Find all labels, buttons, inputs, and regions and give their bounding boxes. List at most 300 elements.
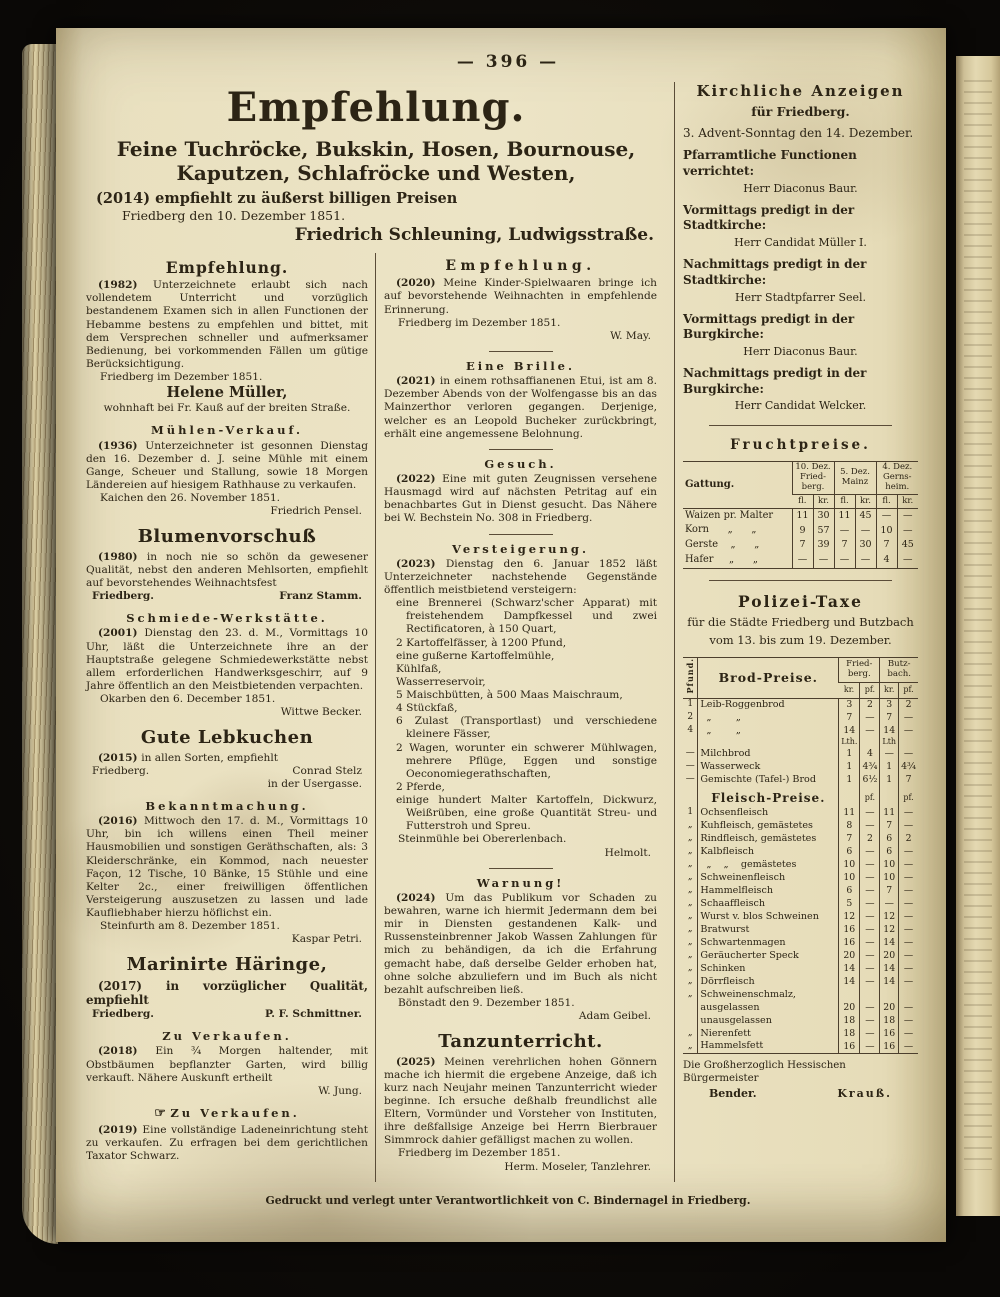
price-name: Hammelfleisch [698,884,839,897]
column-3 [674,82,918,1182]
column-2 [375,253,657,1182]
price-row [683,1014,918,1027]
ad-body: (1936) Unterzeichneter ist gesonnen Dienstag den 16. Dezember d. J. seine Mühle mit einem Gange, Scheuer und Stallung, sowie 18 Morgen Ländereien auf hiesigem Rathhause zu verkaufen. [86,439,369,491]
price-value: 18 [839,1014,860,1027]
fleisch-preise-heading-row [683,787,918,807]
ad-1982 [86,258,368,415]
price-value: 10 [880,858,899,871]
price-value: — [860,884,880,897]
ad-line: Friedberg im Dezember 1851. [398,316,561,329]
price-value: 2 [899,832,918,845]
fruit-value: 7 [876,538,897,553]
ad-2024 [384,876,657,1024]
fruit-value: — [834,523,855,538]
column-1 [86,253,368,1182]
price-name: Hammelsfett [698,1040,839,1053]
pfund-value: „ [687,1027,693,1038]
auction-item: 4 Stückfaß, [396,702,458,715]
price-value: 14 [880,975,899,988]
price-value: 11 [839,806,860,819]
fruit-value: 9 [792,523,813,538]
brod-preise-title: Brod-Preise. [698,657,839,698]
ad-line: Friedberg im Dezember 1851. [398,1147,561,1160]
price-value: 1 [839,761,860,774]
fruit-name: Hafer „ „ [685,553,758,565]
fruit-prices-title: Fruchtpreise. [730,436,871,453]
price-name: „ „ gemästetes [698,858,839,871]
price-value: 12 [880,923,899,936]
price-value: — [880,897,899,910]
price-value: 1 [839,748,860,761]
price-name: Schwartenmagen [698,936,839,949]
price-value: 7 [880,819,899,832]
price-row [683,884,918,897]
ad-line: Friedberg im Dezember 1851. [100,371,263,384]
fruit-value: 30 [855,538,876,553]
price-value: — [899,806,918,819]
price-row [683,1001,918,1014]
price-value: 6 [880,845,899,858]
price-header-row [683,657,918,682]
ad-heading: Bekanntmachung. [145,798,309,813]
fruit-name: Waizen pr. Malter [685,509,774,521]
price-value: — [899,910,918,923]
fleisch-unit: pf. [860,787,880,807]
price-name: Schweinenschmalz, [698,988,839,1001]
price-value: 6 [839,845,860,858]
price-value: 14 [880,724,899,737]
price-value: — [860,949,880,962]
price-row [683,724,918,737]
fruit-value: 10 [876,523,897,538]
price-value: 6 [839,884,860,897]
ad-line: W. May. [610,329,651,342]
price-row [683,711,918,724]
church-person: Herr Stadtpfarrer Seel. [734,290,867,304]
price-value: — [860,858,880,871]
pfund-value [683,1014,698,1027]
price-value: 8 [839,819,860,832]
ad-number: (1936) [98,439,146,452]
price-value: 20 [880,949,899,962]
price-value [860,737,880,747]
ad-heading: Eine Brille. [465,358,576,373]
fruit-value: 45 [855,508,876,523]
price-name: „ „ [698,724,839,737]
price-value: 7 [899,774,918,787]
ad-number: (2021) [396,375,440,388]
price-value: — [860,711,880,724]
price-value: 10 [839,858,860,871]
price-unit: kr. [839,682,860,698]
fruit-value: — [897,553,918,568]
price-value: — [899,871,918,884]
ad-line: Kaspar Petri. [291,933,362,946]
book-pages-edge [22,44,58,1244]
fruit-unit: kr. [897,494,918,508]
church-function: Vormittags predigt in der Burgkirche: [683,311,855,342]
fruit-name: Korn „ „ [685,524,757,536]
ad-2020 [384,258,657,343]
ad-body: (2017) in vorzüglicher Qualität, empfiehlt [86,978,368,1008]
pfund-value: — [685,774,695,785]
polizei-taxe-sub2: vom 13. bis zum 19. Dezember. [709,632,892,647]
ad-heading: Zu Verkaufen. [162,1029,292,1044]
price-row [683,1040,918,1053]
ad-number: (2015) [98,751,142,764]
fruit-unit: fl. [876,494,897,508]
auction-item: 6 Zulast (Transportlast) und verschiedene kleinere Fässer, [396,715,657,741]
church-function: Pfarramtliche Functionen verrichtet: [683,148,857,178]
price-value: — [860,806,880,819]
lead-ad-offer-line: (2014) empfiehlt zu äußerst billigen Preisen [96,190,458,207]
price-value: — [899,819,918,832]
price-value: 12 [839,910,860,923]
ad-number: (1982) [98,279,154,292]
auction-item: 2 Pferde, [396,780,445,793]
pfund-value: „ [687,975,693,986]
fruit-value: — [876,508,897,523]
price-row [683,748,918,761]
place-label: Friedberg. [92,590,154,602]
church-person: Herr Candidat Welcker. [734,399,867,413]
price-value: — [860,1001,880,1014]
price-value: — [860,819,880,832]
ad-line: Kaichen den 26. November 1851. [100,492,281,505]
fruit-header-group: 5. Dez. Mainz [834,462,876,494]
ad-signature-row [86,765,368,778]
auction-item: eine gußerne Kartoffelmühle, [396,649,555,662]
advent-sunday-line: 3. Advent-Sonntag den 14. Dezember. [683,125,914,140]
city-butzbach: Butz-bach. [880,657,918,682]
mayors-line: Die Großherzoglich Hessischen Bürgermeister [683,1059,846,1085]
ad-body: (2024) Um das Publikum vor Schaden zu bewahren, warne ich hiermit Jedermann dem bei mir in Diensten gestandenen Kalk- und Russensteinbrenner Jakob Wassen Zahlungen für mich zu behändigen, da ich die Erfahrung gemacht habe, daß derselbe Gelder erhoben hat, ohne solche abzuliefern und im Buch als nicht bezahlt aufschreiben ließ. [384,891,657,996]
price-value: 7 [839,832,860,845]
fruit-value: 7 [792,538,813,553]
pfund-value: „ [687,884,693,895]
ad-2018 [86,1029,368,1098]
price-value [899,988,918,1001]
price-value: 6½ [860,774,880,787]
ad-signature-row [86,1008,368,1021]
fruit-row [683,553,918,568]
church-person: Herr Diaconus Baur. [743,181,858,195]
price-value: — [899,936,918,949]
ad-2025 [384,1031,657,1173]
signature-name: Conrad Stelz [292,764,362,777]
ad-number: (2022) [396,473,443,486]
ad-heading: Versteigerung. [452,541,589,556]
mayors-signatures [683,1087,918,1101]
ad-heading: Blumenvorschuß [137,526,317,548]
price-value: 11 [880,806,899,819]
ad-line: in der Usergasse. [267,777,362,790]
price-value: 7 [880,711,899,724]
price-value: 16 [839,1040,860,1053]
ad-number: (2020) [396,277,444,290]
price-value: 16 [839,936,860,949]
price-name [698,737,839,747]
fruit-unit: fl. [834,494,855,508]
ad-line: Wittwe Becker. [280,706,362,719]
fruit-header-group: 4. Dez. Gerns-heim. [876,462,918,494]
price-name: Kalbfleisch [698,845,839,858]
ad-line: Friedrich Pensel. [270,505,362,518]
ad-heading: Schmiede-Werkstätte. [126,611,328,626]
pfund-value: — [685,761,695,772]
auction-item: Kühlfaß, [396,662,442,675]
price-value: 20 [839,949,860,962]
bread-meat-price-table [683,657,918,1054]
price-value: — [860,871,880,884]
place-label: Friedberg. [92,764,150,777]
price-value: — [899,1001,918,1014]
polizei-taxe-title: Polizei-Taxe [738,591,863,611]
price-row [683,832,918,845]
signature-name: Franz Stamm. [279,590,362,602]
price-value: — [899,923,918,936]
ad-heading: Tanzunterricht. [438,1031,603,1053]
price-name: Rindfleisch, gemästetes [698,832,839,845]
pfund-value: „ [687,988,693,999]
ad-line: Helene Müller, [166,384,288,402]
ad-body: (2025) Meinen verehrlichen hohen Gönnern mache ich hiermit die ergebene Anzeige, daß ich kurz nach Neujahr meinen Tanzunterricht wieder beginne. Ich ersuche deßhalb freundlichst alle Eltern, Vormünder und Vorsteher von Instituten, ihre deßfallsige Anzeige bei Herrn Bierbrauer Simmrock dahier gefälligst machen zu wollen. [384,1055,657,1147]
fruit-name: Gerste „ „ [685,539,760,551]
price-row [683,774,918,787]
fruit-header-row [683,462,918,494]
ad-line: Okarben den 6. December 1851. [100,693,276,705]
price-value: 14 [880,936,899,949]
pfund-value: 1 [687,699,694,710]
ad-2015 [86,727,368,791]
price-value [839,988,860,1001]
fruit-unit: kr. [813,494,834,508]
ad-1936 [86,423,368,518]
fruit-row [683,538,918,553]
pfund-header [683,657,698,698]
price-name: Schaaffleisch [698,897,839,910]
ad-body: (2001) Dienstag den 23. d. M., Vormittags 10 Uhr, läßt die Unterzeichnete ihre an der Hauptstraße gelegene Schmiedewerkstätte nebst allem erforderlichen Handwerksgeschirr, auf 9 Jahre öffentlich an den Meistbietenden verpachten. [86,627,368,692]
price-name: „ „ [698,711,839,724]
price-name: Ochsenfleisch [698,806,839,819]
ad-line: Helmolt. [604,846,651,859]
fruit-unit: fl. [792,494,813,508]
spacer-cell [683,787,698,807]
price-unit: pf. [899,682,918,698]
price-value: 16 [880,1040,899,1053]
fruit-value: — [897,508,918,523]
fruit-unit: kr. [855,494,876,508]
price-value: — [860,724,880,737]
fruit-value: 11 [834,508,855,523]
pfund-value: — [685,748,695,759]
price-value: 7 [880,884,899,897]
fruit-value: — [897,523,918,538]
price-value: 4 [860,748,880,761]
fruit-value: 30 [813,508,834,523]
ad-number: (2017) [98,978,166,993]
polizei-taxe-sub1: für die Städte Friedberg und Butzbach [687,614,914,629]
price-name: Gemischte (Tafel-) Brod [698,774,839,787]
auction-item: einige hundert Malter Kartoffeln, Dickwurz, Weißrüben, eine große Quantität Streu- und Futterstroh und Spreu. [396,794,657,833]
price-value: 2 [860,832,880,845]
ad-2023 [384,542,657,860]
pfund-value: „ [687,897,693,908]
page-content [86,82,930,1182]
price-name: ausgelassen [698,1001,839,1014]
price-value: — [899,748,918,761]
ad-body: (2019) Eine vollständige Ladeneinrichtung steht zu verkaufen. Zu erfragen bei dem gerichtlichen Taxator Schwarz. [86,1123,368,1163]
price-value [880,988,899,1001]
price-row [683,819,918,832]
price-value: — [899,858,918,871]
ad-body: (2016) Mittwoch den 17. d. M., Vormittags 10 Uhr, bin ich willens einen Theil meiner Hausmobilien und sonstigen Geräthschaften, als: 3 Kleiderschränke, ein Kommod, nach neuester Façon, 12 Tische, 10 Bänke, 15 Stühle und eine Kelter 2c., einer freiwilligen öffentlichen Versteigerung auszusetzen zu lassen und lade Kaufliebhaber hierzu höflichst ein. [86,815,368,920]
price-row [683,806,918,819]
pfund-value: „ [687,936,693,947]
price-value: 2 [860,698,880,711]
fruit-value: — [834,553,855,568]
church-notices-subtitle: für Friedberg. [751,103,850,119]
price-value: 14 [880,962,899,975]
church-function: Nachmittags predigt in der Stadtkirche: [683,257,867,287]
price-value: — [899,949,918,962]
price-row [683,845,918,858]
pfund-value: 1 [687,806,694,817]
ad-number: (2023) [396,557,446,570]
ad-body: (2023) Dienstag den 6. Januar 1852 läßt Unterzeichneter nachstehende Gegenstände öffentlich meistbietend versteigern: [384,557,658,597]
facing-page-edge [946,34,1000,1236]
ad-heading: Warnung! [476,875,565,890]
church-person: Herr Candidat Müller I. [734,236,867,250]
price-row [683,949,918,962]
ad-heading: Marinirte Häringe, [126,954,328,976]
pfund-value: „ [687,910,693,921]
signature-name: P. F. Schmittner. [265,1008,362,1020]
price-row [683,923,918,936]
ad-1980 [86,526,368,603]
price-row [683,698,918,711]
pfund-label: Pfund. [685,657,695,694]
ad-line: Adam Geibel. [578,1010,651,1023]
price-value: 1 [880,761,899,774]
ad-separator [489,534,553,535]
price-unit: pf. [860,682,880,698]
price-row [683,737,918,747]
ad-number: (2025) [396,1055,445,1068]
price-value: 18 [880,1014,899,1027]
price-value: 1 [839,774,860,787]
mayor-krauss: Krauß. [837,1087,892,1101]
price-row [683,858,918,871]
pfund-value: „ [687,858,693,869]
ad-line: Steinmühle bei Obererlenbach. [398,833,567,846]
ad-heading: Gesuch. [484,456,557,471]
price-name: Bratwurst [698,923,839,936]
city-friedberg: Fried-berg. [839,657,880,682]
price-value: — [860,962,880,975]
fruit-value: 4 [876,553,897,568]
price-value: 10 [839,871,860,884]
church-function: Nachmittags predigt in der Burgkirche: [683,366,867,396]
fruit-header-gattung: Gattung. [683,462,792,508]
price-name: Leib-Roggenbrod [698,698,839,711]
price-value: 4¾ [899,761,918,774]
ad-2001 [86,611,368,719]
price-row [683,897,918,910]
ad-heading: Empfehlung. [445,258,596,274]
price-value: 3 [880,698,899,711]
page-number: — 396 — [456,52,560,72]
price-value: 12 [880,910,899,923]
price-value: 4¾ [860,761,880,774]
ad-separator [489,449,553,450]
fruit-value: 7 [834,538,855,553]
section-divider [709,425,892,426]
lead-ad-goods-line-1: Feine Tuchröcke, Bukskin, Hosen, Bournouse, [116,137,636,161]
price-value: — [860,1027,880,1040]
fruit-value: 45 [897,538,918,553]
price-name: Schinken [698,962,839,975]
price-value: 16 [839,923,860,936]
ad-body: (2021) in einem rothsaffianenen Etui, ist am 8. Dezember Abends von der Wolfengasse bis an das Mainzerthor verloren gegangen. Derjenige, welcher es an Leopold Bucheker zurückbringt, erhält eine angemessene Belohnung. [384,375,657,440]
ad-separator [489,868,553,869]
ad-heading: Empfehlung. [165,258,289,277]
ad-2019 [86,1106,368,1163]
place-label: Friedberg. [92,1008,154,1020]
price-value: — [899,962,918,975]
lead-ad-dateline: Friedberg den 10. Dezember 1851. [122,208,346,223]
church-person: Herr Diaconus Baur. [743,344,858,358]
price-value: 2 [899,698,918,711]
auction-item: 5 Maischbütten, à 500 Maas Maischraum, [396,689,623,702]
price-name: Kuhfleisch, gemästetes [698,819,839,832]
price-value: — [860,975,880,988]
price-value: — [860,1014,880,1027]
church-entries [683,148,918,413]
pfund-value [683,1001,698,1014]
price-name: unausgelassen [698,1014,839,1027]
price-value: 3 [839,698,860,711]
price-value: 18 [839,1027,860,1040]
price-value: — [899,897,918,910]
pfund-value: „ [687,1040,693,1051]
price-row [683,988,918,1001]
price-value: 14 [839,975,860,988]
price-value: — [899,1040,918,1053]
price-value: — [899,884,918,897]
price-row [683,1027,918,1040]
auction-item: 2 Kartoffelfässer, à 1200 Pfund, [396,636,567,649]
price-name: Geräucherter Speck [698,949,839,962]
fruit-value: — [813,553,834,568]
price-row [683,871,918,884]
pfund-value: „ [687,962,693,973]
ad-signature-row [86,590,368,603]
price-value: — [860,910,880,923]
auction-item: 2 Wagen, worunter ein schwerer Mühlwagen, mehrere Pflüge, Eggen und sonstige Oeconomiegerathschaften, [396,741,657,780]
fleisch-unit: pf. [899,787,918,807]
price-value [860,988,880,1001]
price-name: Milchbrod [698,748,839,761]
price-value: — [860,1040,880,1053]
ad-columns [86,253,666,1182]
spacer-cell [880,787,899,807]
price-value: — [860,936,880,949]
price-value: 20 [880,1001,899,1014]
price-value: — [899,711,918,724]
fruit-value: — [855,553,876,568]
ad-line: wohnhaft bei Fr. Kauß auf der breiten Straße. [103,402,351,415]
